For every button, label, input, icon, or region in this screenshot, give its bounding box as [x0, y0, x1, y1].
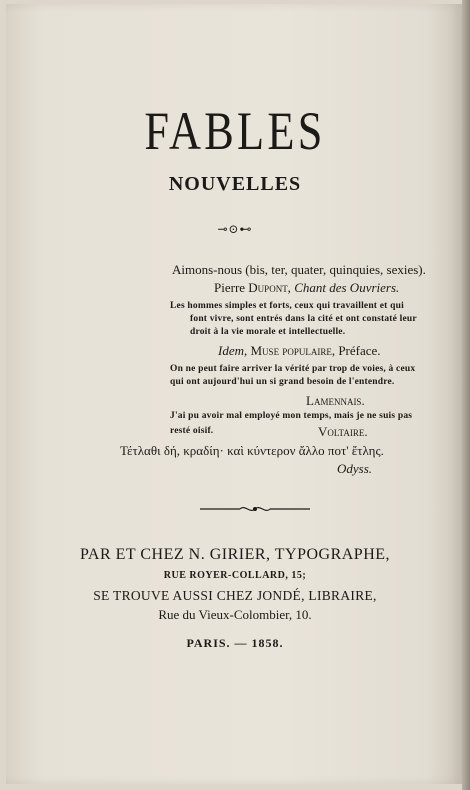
- page-edge: [462, 0, 470, 790]
- epigraph-1-author: Pierre: [214, 280, 246, 295]
- epigraph-1-text: [172, 262, 426, 278]
- book-title: FABLES: [144, 101, 326, 161]
- epigraph-2-author: Idem,: [218, 343, 248, 358]
- epigraph-2-work: Muse populaire,: [250, 343, 336, 358]
- epigraph-2-line-3: droit à la vie morale et intellectuelle.: [190, 327, 346, 337]
- epigraph-5-text: Τέτλαθι δή, κραδίη· καὶ κύντερον ἄλλο ποτ' ἔτλης.: [120, 443, 384, 458]
- epigraph-5-author: Odyss.: [337, 461, 373, 476]
- epigraph-4-line-2: resté oisif.: [170, 426, 214, 436]
- imprint-line-4: Rue du Vieux-Colombier, 10.: [158, 607, 312, 622]
- epigraph-3-line-1: On ne peut faire arriver la vérité par trop de voies, à ceux: [170, 364, 416, 374]
- epigraph-1-line: Aimons-nous (bis, ter, quater, quinquies, sexies).: [172, 262, 426, 277]
- epigraph-3-author: Lamennais.: [306, 393, 365, 408]
- epigraph-2-line-2: font vivre, sont entrés dans la cité et ont constaté leur: [190, 314, 417, 324]
- epigraph-1-attribution: [214, 280, 399, 296]
- epigraph-1-author-surname: Dupont,: [248, 280, 291, 295]
- imprint-line-2: RUE ROYER-COLLARD, 15;: [163, 570, 307, 581]
- epigraph-4-author: Voltaire.: [318, 424, 368, 439]
- book-subtitle: NOUVELLES: [168, 173, 302, 195]
- ornament-rule: [200, 504, 310, 514]
- epigraph-2-line-1: Les hommes simples et forts, ceux qui travaillent et qui: [170, 301, 404, 311]
- imprint-line-1: PAR ET CHEZ N. GIRIER, TYPOGRAPHE,: [79, 546, 391, 563]
- epigraph-4-line-1: J'ai pu avoir mal employé mon temps, mais je ne suis pas: [170, 411, 413, 421]
- epigraph-1-work: Chant des Ouvriers.: [294, 280, 400, 295]
- epigraph-3-line-2: qui ont aujourd'hui un si grand besoin de l'entendre.: [170, 377, 395, 387]
- epigraph-2-part: Préface.: [338, 343, 381, 358]
- epigraph-2-attribution: [218, 343, 381, 359]
- imprint-line-3: SE TROUVE AUSSI CHEZ JONDÉ, LIBRAIRE,: [93, 588, 377, 603]
- imprint-place-date: PARIS. — 1858.: [186, 636, 284, 650]
- ornament-small: ⊸⊙⊷: [217, 222, 253, 236]
